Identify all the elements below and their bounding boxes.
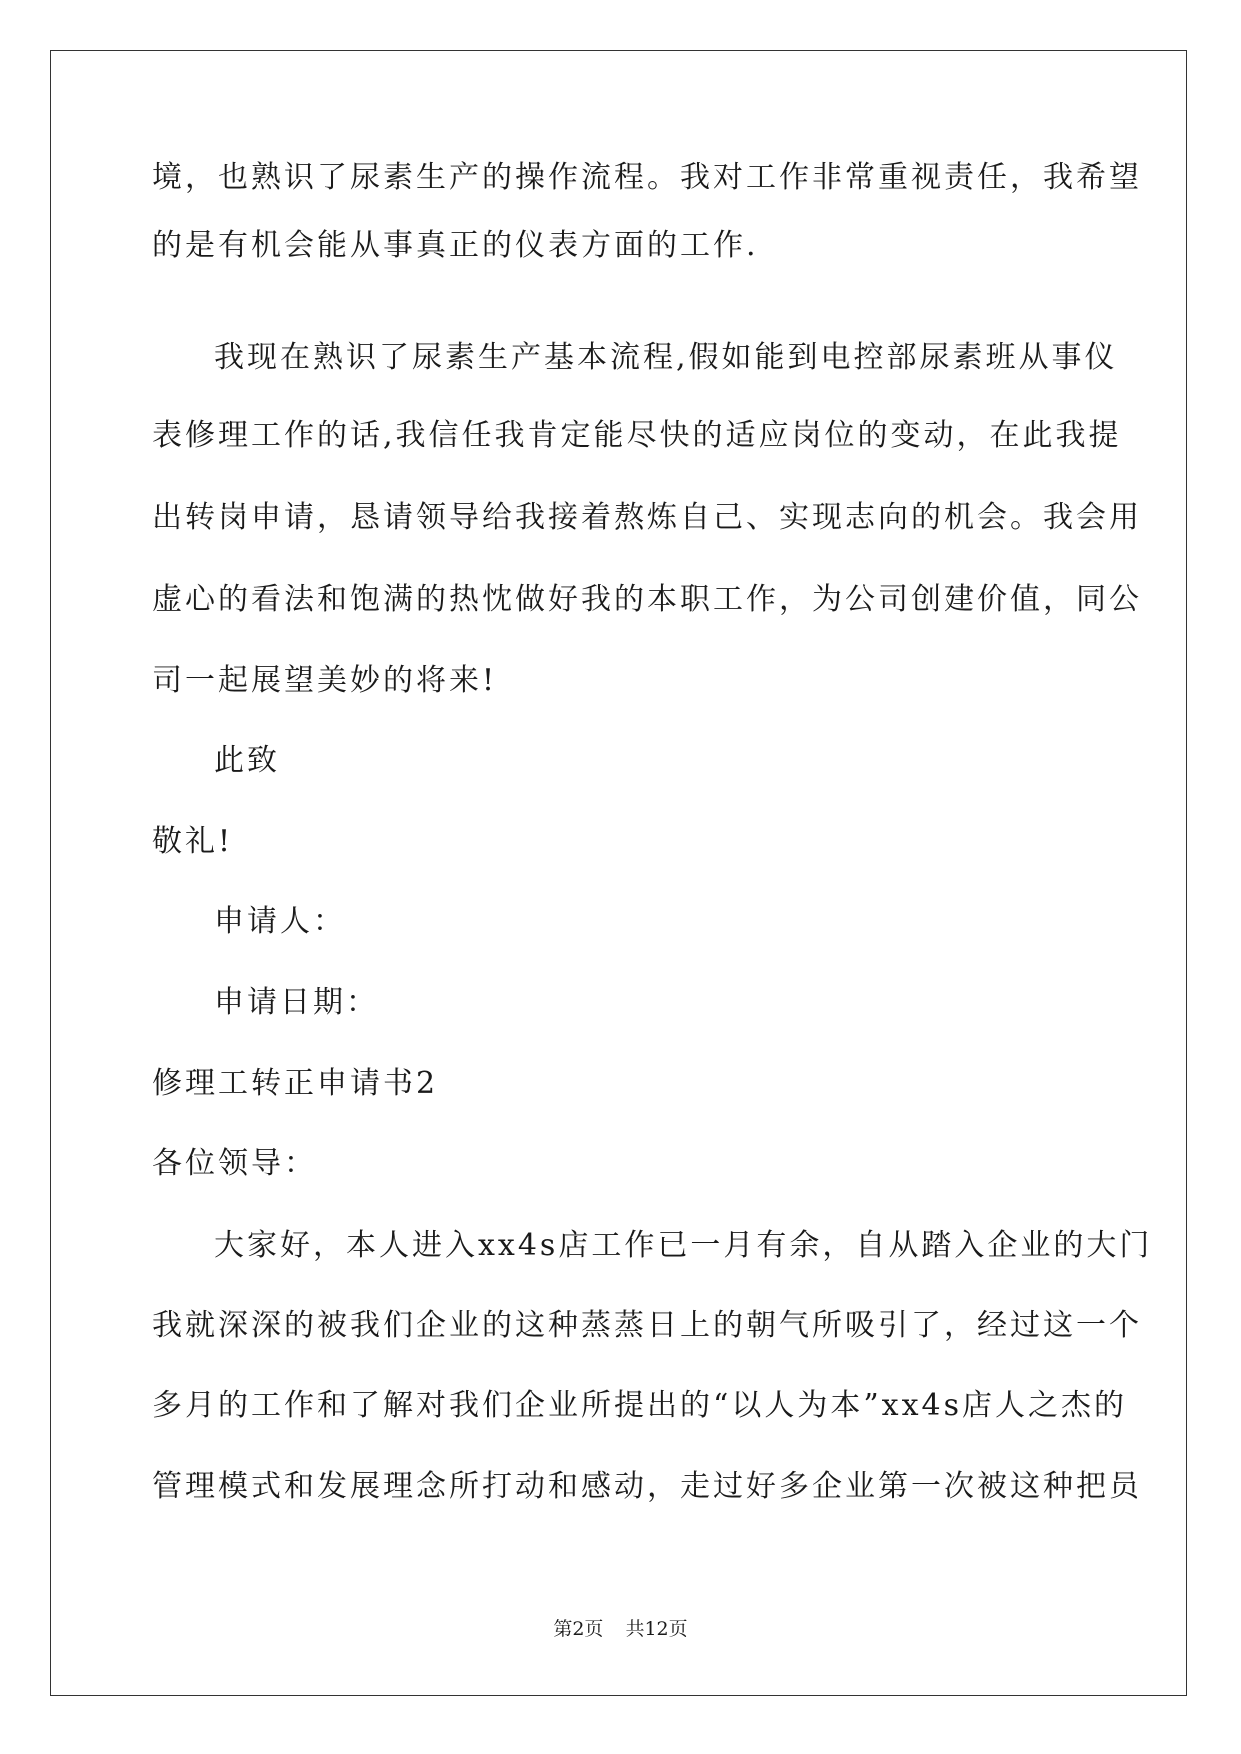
body-line: 司一起展望美妙的将来!	[152, 663, 498, 698]
body-line: 虚心的看法和饱满的热忱做好我的本职工作，为公司创建价值，同公	[152, 582, 1142, 617]
page-footer	[0, 1617, 1241, 1641]
body-line: 我现在熟识了尿素生产基本流程,假如能到电控部尿素班从事仪	[214, 340, 1118, 375]
body-line: 大家好，本人进入xx4s店工作已一月有余，自从踏入企业的大门	[214, 1228, 1153, 1263]
body-line: 管理模式和发展理念所打动和感动，走过好多企业第一次被这种把员	[152, 1469, 1142, 1504]
page-number: 第2页	[553, 1618, 604, 1640]
greeting-line: 各位领导：	[152, 1146, 317, 1181]
body-line: 多月的工作和了解对我们企业所提出的“以人为本”xx4s店人之杰的	[152, 1388, 1127, 1423]
salutation-line: 敬礼!	[152, 824, 234, 859]
body-line: 表修理工作的话,我信任我肯定能尽快的适应岗位的变动，在此我提	[152, 418, 1122, 453]
section-title: 修理工转正申请书2	[152, 1066, 439, 1101]
body-line: 我就深深的被我们企业的这种蒸蒸日上的朝气所吸引了，经过这一个	[152, 1308, 1142, 1343]
page-border	[50, 50, 1187, 1696]
body-line: 的是有机会能从事真正的仪表方面的工作.	[152, 228, 759, 263]
body-line: 境，也熟识了尿素生产的操作流程。我对工作非常重视责任，我希望	[152, 160, 1142, 195]
page-total: 共12页	[625, 1618, 688, 1640]
salutation-line: 此致	[214, 743, 280, 778]
date-line: 申请日期：	[214, 985, 379, 1020]
applicant-line: 申请人：	[214, 904, 346, 939]
body-line: 出转岗申请，恳请领导给我接着熬炼自己、实现志向的机会。我会用	[152, 500, 1142, 535]
